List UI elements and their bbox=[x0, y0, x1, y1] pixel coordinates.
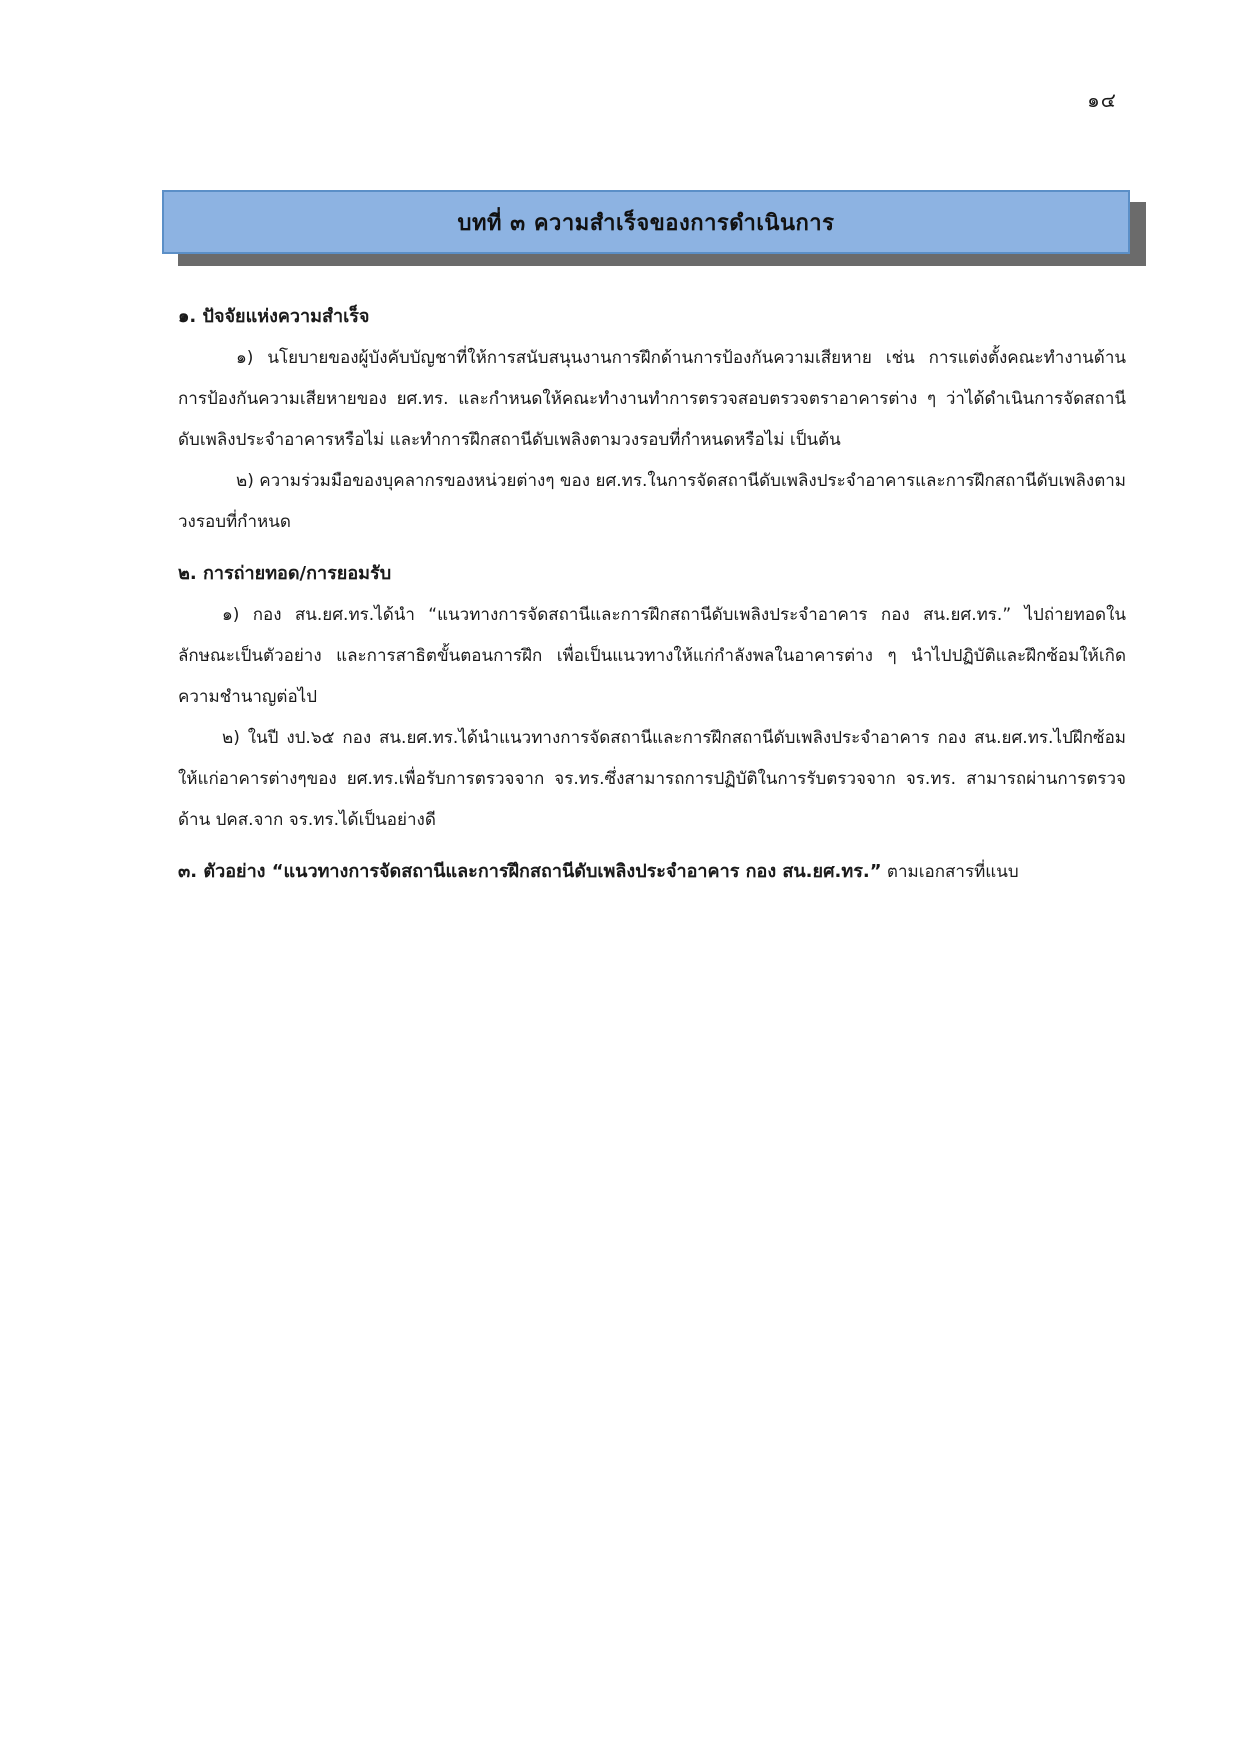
chapter-title: บทที่ ๓ ความสำเร็จของการดำเนินการ bbox=[457, 210, 835, 236]
section-heading-transfer: ๒. การถ่ายทอด/การยอมรับ bbox=[178, 563, 392, 584]
page-number: ๑๔ bbox=[1087, 88, 1117, 112]
paragraph: ๒) ความร่วมมือของบุคลากรของหน่วยต่างๆ ของ ยศ.ทร.ในการจัดสถานีดับเพลิงประจำอาคารและการฝึกสถานีดับเพลิงตามวงรอบที่กำหนด bbox=[178, 471, 1126, 532]
document-body bbox=[178, 300, 1126, 891]
paragraph: ๒) ในปี งป.๖๕ กอง สน.ยศ.ทร.ได้นำแนวทางการจัดสถานีและการฝึกสถานีดับเพลิงประจำอาคาร กอง สน.ยศ.ทร.ไปฝึกซ้อมให้แก่อาคารต่างๆของ ยศ.ทร.เพื่อรับการตรวจจาก จร.ทร.ซึ่งสามารถการปฏิบัติในการรับตรวจจาก จร.ทร. สามารถผ่านการตรวจด้าน ปคส.จาก จร.ทร.ได้เป็นอย่างดี bbox=[178, 728, 1126, 830]
paragraph: ๑) นโยบายของผู้บังคับบัญชาที่ให้การสนับสนุนงานการฝึกด้านการป้องกันความเสียหาย เช่น การแต่งตั้งคณะทำงานด้านการป้องกันความเสียหายของ ยศ.ทร. และกำหนดให้คณะทำงานทำการตรวจสอบตรวจตราอาคารต่าง ๆ ว่าได้ดำเนินการจัดสถานีดับเพลิงประจำอาคารหรือไม่ และทำการฝึกสถานีดับเพลิงตามวงรอบที่กำหนดหรือไม่ เป็นต้น bbox=[178, 348, 1126, 450]
section-example-line bbox=[178, 853, 1126, 891]
paragraph: ๑) กอง สน.ยศ.ทร.ได้นำ “แนวทางการจัดสถานีและการฝึกสถานีดับเพลิงประจำอาคาร กอง สน.ยศ.ทร.” ไปถ่ายทอดในลักษณะเป็นตัวอย่าง และการสาธิตขั้นตอนการฝึก เพื่อเป็นแนวทางให้แก่กำลังพลในอาคารต่าง ๆ นำไปปฏิบัติและฝึกซ้อมให้เกิดความชำนาญต่อไป bbox=[178, 605, 1126, 707]
section-heading-success-factors: ๑. ปัจจัยแห่งความสำเร็จ bbox=[178, 306, 370, 327]
section-heading-example: ๓. ตัวอย่าง “แนวทางการจัดสถานีและการฝึกสถานีดับเพลิงประจำอาคาร กอง สน.ยศ.ทร.” bbox=[178, 861, 882, 882]
example-attachment-note: ตามเอกสารที่แนบ bbox=[881, 862, 1019, 882]
chapter-banner bbox=[162, 190, 1130, 254]
